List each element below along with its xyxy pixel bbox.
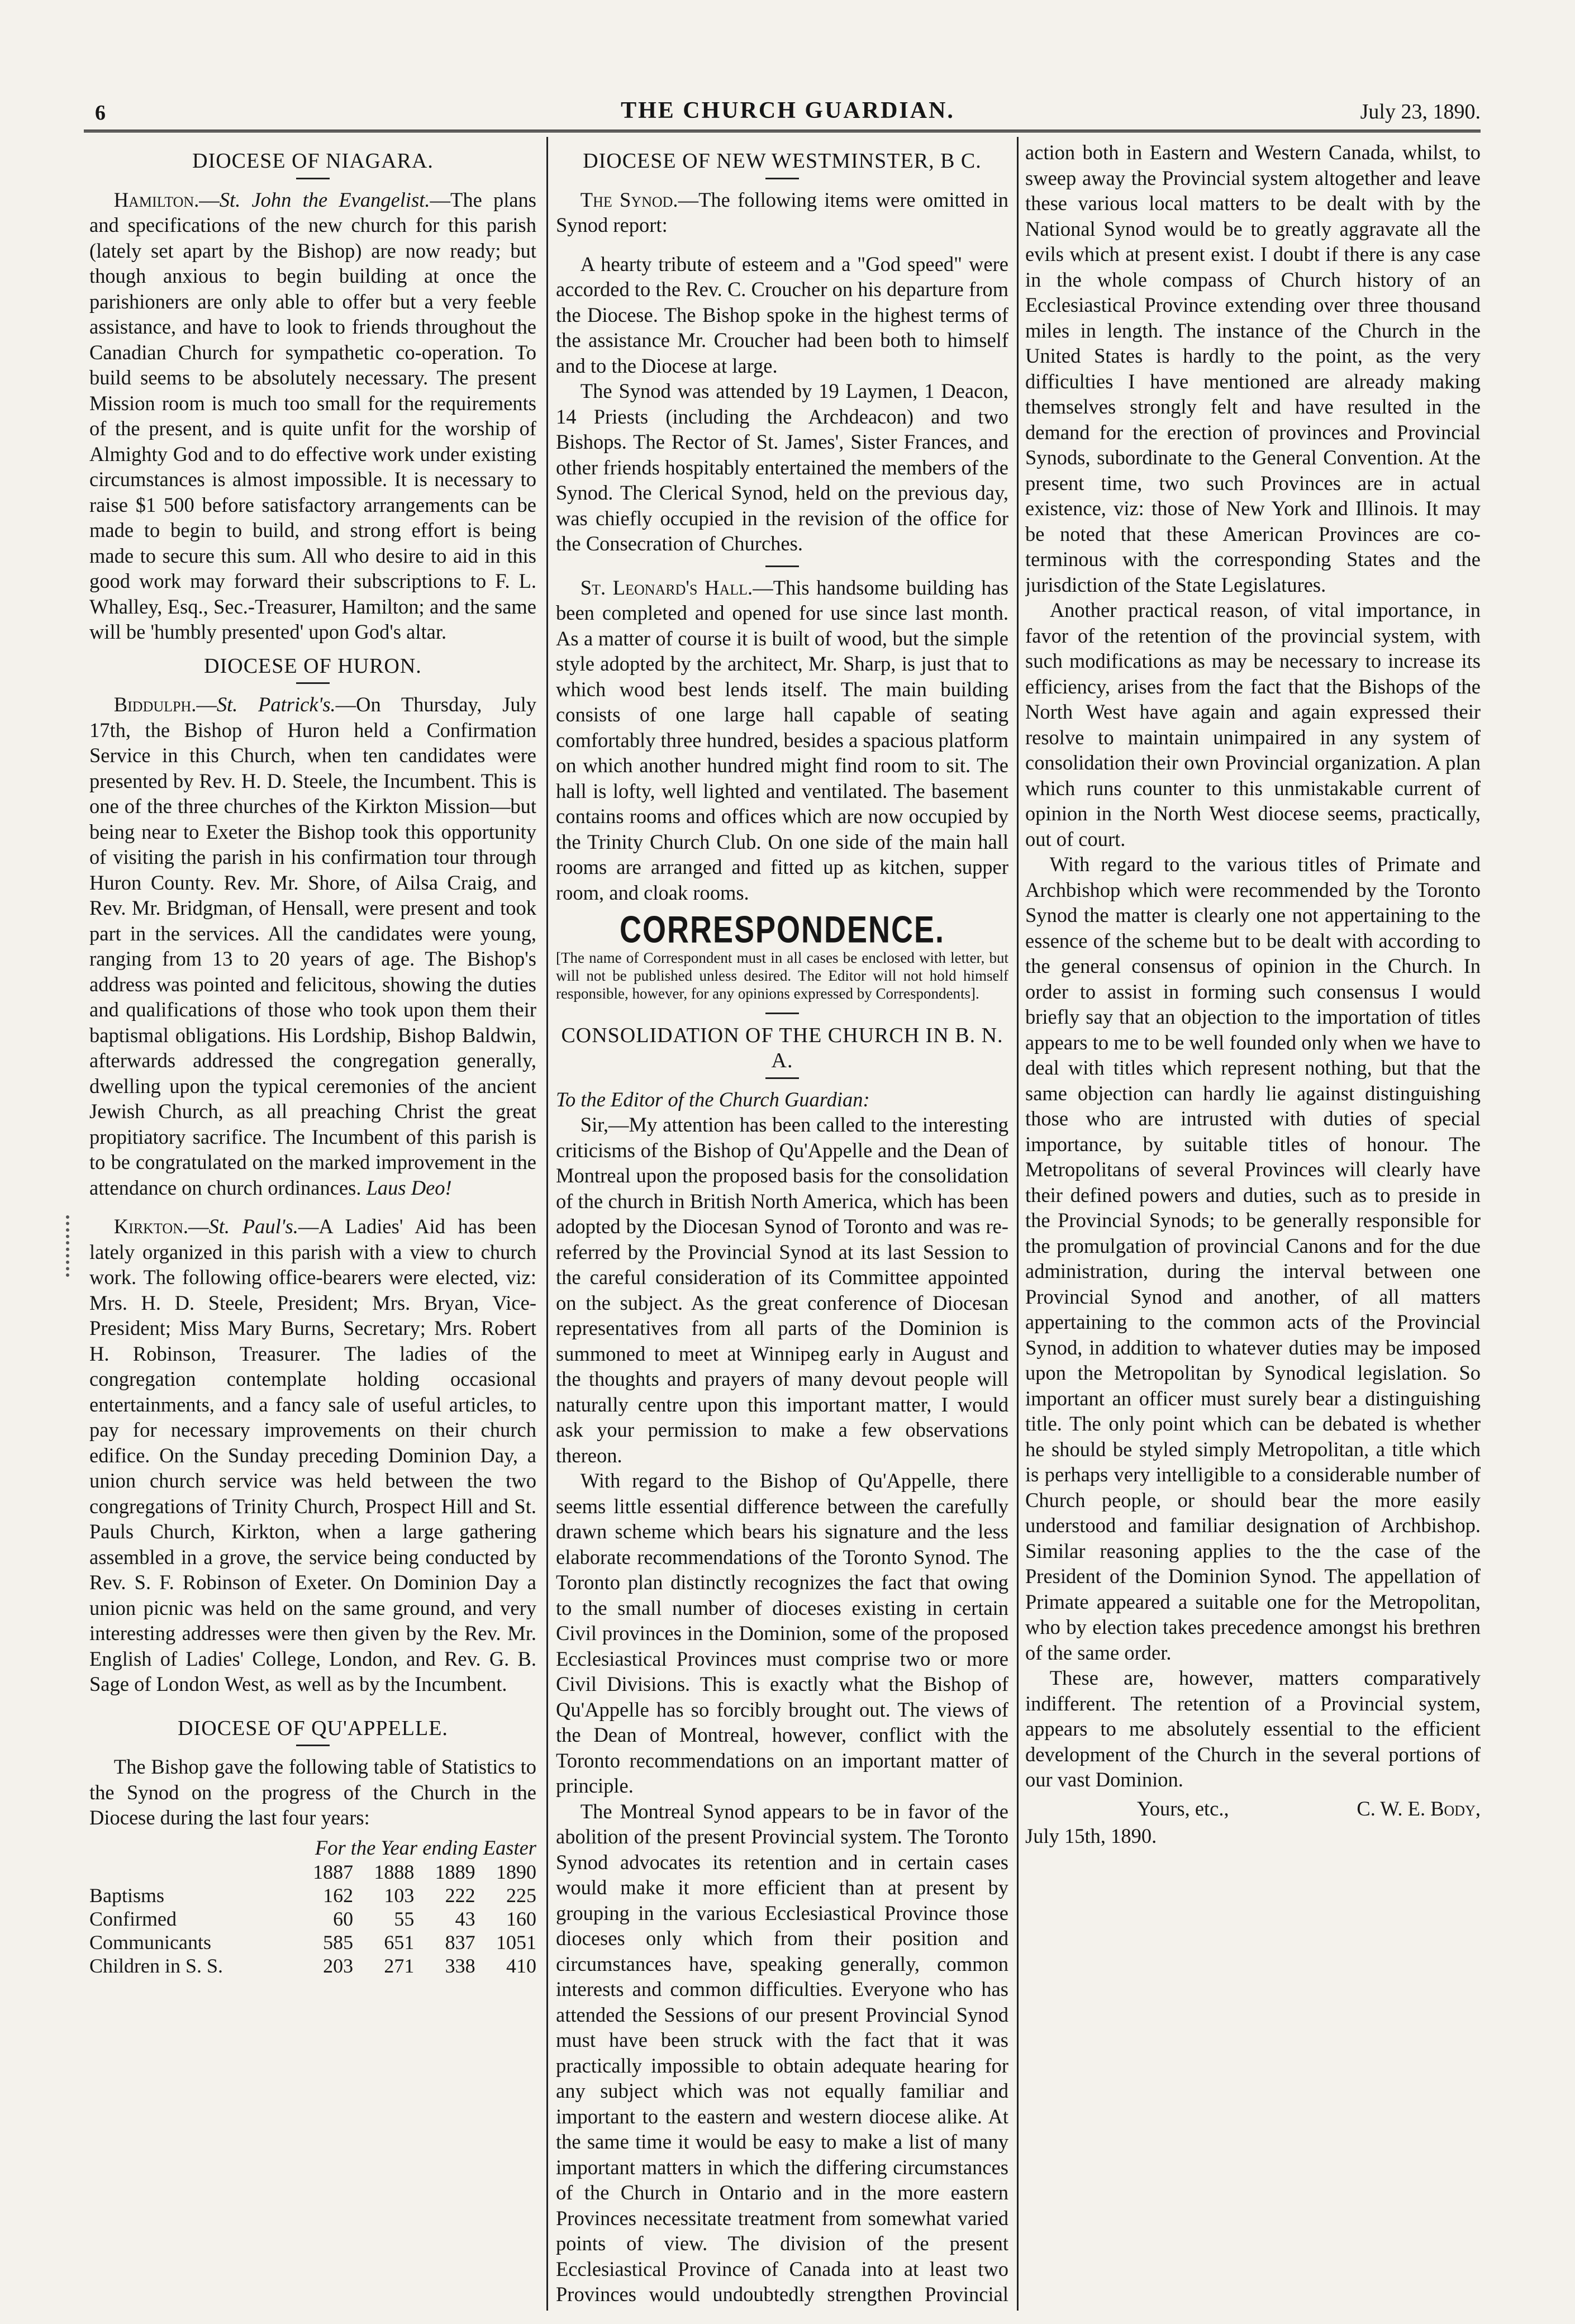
header-rule: [84, 130, 1481, 132]
dateline-place: Kirkton.: [113, 1215, 189, 1238]
dateline-place: Biddulph.: [113, 693, 197, 716]
table-cell: 837: [445, 1931, 475, 1954]
table-header-row: [89, 1860, 536, 1884]
letter-paragraph: Another practical reason, of vital importance, in favor of the retention of the provincial system, with such modifications as may be necessary to increase its efficiency, arises from the fact that the Bishops of the North West have again and again expressed their resolve to maintain unimpaired in any system of consolidation their own Provincial organization. A plan which runs counter to this unmistakable current of opinion in the North West diocese seems, practically, out of court.: [1025, 598, 1481, 850]
letter-salutation: [556, 1087, 1008, 1113]
letter-paragraph: With regard to the various titles of Primate and Archbishop which were recommended by the Toronto Synod the matter is clearly one not appertaining to the essence of the scheme but to be dealt with according to the general consensus of opinion in the Church. In order to assist in forming such consensus I would briefly say that an objection to the importation of titles appears to me to be well founded only when we have to deal with titles which represent nothing, but that the same objection can hardly lie against distinguishing those who are intrusted with duties of special importance, by suitable titles of honour. The Metropolitans of several Provinces will clearly have their defined powers and duties, such as to preside in the Provincial Synods; to be generally responsible for the promulgation of provincial Canons and for the due administration, during the interval between one Provincial Synod and another, of all matters appertaining to the common acts of the Provincial Synod, in addition to whatever duties may be imposed upon the Metropolitan by Synodical legislation. So important an officer must surely bear a distinguishing title. The only point which can be debated is whether he should be styled simply Metropolitan, a title which is perhaps very intelligible to a considerable number of Church people, or should bear the more easily understood and familiar designation of Archbishop. Similar reasoning applies to the the case of the President of the Dominion Synod. The appellation of Primate appeared a suitable one for the Metropolitan, who by election takes precedence amongst his brethren of the same order.: [1025, 853, 1481, 1664]
table-cell: 585: [323, 1931, 354, 1954]
section-heading-niagara: DIOCESE OF NIAGARA.: [192, 149, 434, 173]
article-paragraph: [556, 187, 1008, 238]
letter-title: CONSOLIDATION OF THE CHURCH IN B. N. A.: [561, 1023, 1003, 1072]
table-cell: 160: [506, 1908, 536, 1930]
letter-paragraph: These are, however, matters comparatively indifferent. The retention of a Provincial system, appears to me absolutely essential to the efficient development of the Church in the several portions of our vast Dominion.: [1025, 1666, 1481, 1791]
article-paragraph: A hearty tribute of esteem and a "God speed" were accorded to the Rev. C. Croucher on his departure from the Diocese. The Bishop spoke in the highest terms of the assistance Mr. Croucher had been both to himself and to the Diocese at large.: [556, 252, 1008, 377]
year-header: 1889: [435, 1861, 475, 1883]
column-divider: [546, 137, 548, 2311]
dateline-place: Hamilton.: [113, 188, 199, 211]
row-label: Children in S. S.: [89, 1955, 223, 1977]
table-cell: 222: [445, 1884, 475, 1907]
article-paragraph: The Bishop gave the following table of Statistics to the Synod on the progress of the Church in the Diocese during the last four years:: [89, 1755, 536, 1829]
letter-paragraph: Sir,—My attention has been called to the interesting criticisms of the Bishop of Qu'Appelle and the Dean of Montreal upon the proposed basis for the consolidation of the church in British North America, which has been adopted by the Diocesan Synod of Toronto and was re-referred by the Provincial Synod at its last Session to the careful consideration of its Committee appointed on the subject. As the great conference of Diocesan representatives from all parts of the Dominion is summoned to meet at Winnipeg early in August and the thoughts and prayers of many devout people will naturally centre upon this important matter, I would ask your permission to make a few observations thereon.: [556, 1113, 1008, 1467]
separator: [296, 178, 330, 179]
section-heading-huron: DIOCESE OF HURON.: [204, 654, 422, 678]
table-cell: 203: [323, 1955, 354, 1977]
separator: [765, 565, 799, 567]
salutation-text: To the Editor of the Church Guardian:: [556, 1087, 870, 1111]
separator: [765, 1013, 799, 1014]
letter-date: July 15th, 1890.: [1025, 1824, 1157, 1847]
margin-mark: [66, 1215, 80, 1277]
dateline-parish: St. John the Evangelist.: [219, 188, 430, 211]
article-text: —The plans and specifications of the new church for this parish (lately set apart by the Bishop) are now ready; but though anxious to begin building at once the parishioners are only able to offer but a very feeble assistance, and have to look to friends throughout the Canadian Church for sympathetic co-operation. To build seems to be absolutely necessary. The present Mission room is much too small for the requirements of the present, and is quite unfit for the worship of Almighty God and to do effective work under existing circumstances is almost impossible. It is necessary to raise $1 500 before satisfactory arrangements can be made to begin to build, and strong effort is being made to secure this sum. All who desire to aid in this good work may forward their subscriptions to F. L. Whalley, Esq., Sec.-Treasurer, Hamilton; and the same will be 'humbly presented' upon God's altar.: [89, 188, 536, 643]
column-1: [89, 140, 536, 2308]
separator: [296, 682, 330, 684]
separator: [765, 1077, 799, 1079]
continued-letter: [1025, 140, 1481, 597]
year-header: 1887: [313, 1861, 354, 1883]
article-paragraph: The Synod was attended by 19 Laymen, 1 Deacon, 14 Priests (including the Archdeacon) and two Bishops. The Rector of St. James', Sister Frances, and other friends hospitably entertained the members of the Synod. The Clerical Synod, held on the previous day, was chiefly occupied in the revision of the office for the Consecration of Churches.: [556, 379, 1008, 555]
table-cell: 1051: [496, 1931, 536, 1954]
section-heading-westminster: DIOCESE OF NEW WESTMINSTER, B C.: [583, 149, 982, 173]
dateline-parish: St. Patrick's.: [216, 693, 336, 716]
table-cell: 60: [333, 1908, 354, 1930]
letter-paragraph-continued: action both in Eastern and Western Canada, whilst, to sweep away the Provincial system altogether and leave these various local matters to be dealt with by the National Synod would be to greatly aggravate all the evils which at present exist. I doubt if there is any case in the whole compass of Church history of an Ecclesiastical Province extending over three thousand miles in length. The instance of the Church in the United States is hardly to the point, as the very difficulties I have mentioned are already making themselves strongly felt and have resulted in the demand for the erection of provinces and Provincial Synods, subordinate to the General Convention. At the present time, two such Provinces are in actual existence, viz: those of New York and Illinois. It may be noted that these American Provinces are co-terminous with the corresponding States and the jurisdiction of the State Legislatures.: [1025, 141, 1481, 596]
year-header: 1890: [496, 1861, 536, 1883]
letter-paragraph: With regard to the Bishop of Qu'Appelle, there seems little essential difference between the carefully drawn scheme which bears his signature and the less elaborate recommendations of the Toronto Synod. The Toronto plan distinctly recognizes the fact that owing to the small number of dioceses existing in certain Civil provinces in the Dominion, some of the proposed Ecclesiastical Provinces must comprise two or more Civil Divisions. This is exactly what the Bishop of Qu'Appelle has so forcibly brought out. The views of the Dean of Montreal, however, conflict with the Toronto recommendations on an important matter of principle.: [556, 1469, 1008, 1797]
page-number: 6: [95, 101, 106, 125]
column-divider: [1017, 137, 1019, 2311]
table-cell: 651: [384, 1931, 415, 1954]
letter-signature: C. W. E. Body,: [1357, 1797, 1481, 1820]
article-paragraph: Kirkton.—St. Paul's.—A Ladies' Aid has been lately organized in this parish with a view to church work. The following office-bearers were elected, viz: Mrs. H. D. Steele, President; Mrs. Bryan, Vice-President; Miss Mary Burns, Secretary; Mrs. Robert H. Robinson, Treasurer. The ladies of the congregation contemplate holding occasional entertainments, and a fancy sale of useful articles, to pay for necessary improvements on their church edifice. On the Sunday preceding Dominion Day, a union church service was held between the two congregations of Trinity Church, Prospect Hill and St. Pauls Church, Kirkton, when a large gathering assembled in a grove, the service being conducted by Rev. S. F. Robinson of Exeter. On Dominion Day a union picnic was held on the same ground, and very interesting addresses were then given by the Rev. Mr. English of Ladies' College, London, and Rev. G. B. Sage of London West, as well as by the Incumbent.: [89, 1215, 536, 1695]
editor-note: [The name of Correspondent must in all cases be enclosed with letter, but will not be published unless desired. The Editor will not hold himself responsible, however, for any opinions expressed by Correspondents].: [556, 949, 1008, 1002]
row-label: Confirmed: [89, 1908, 177, 1930]
letter-closing: Yours, etc.,: [1137, 1797, 1229, 1820]
article-closing: Laus Deo!: [366, 1176, 452, 1199]
table-cell: 225: [506, 1884, 536, 1907]
table-cell: 103: [384, 1884, 415, 1907]
article-text: —On Thursday, July 17th, the Bishop of Huron held a Confirmation Service in this Church, when ten candidates were presented by Rev. H. D. Steele, the Incumbent. This is one of the three churches of the Kirkton Mission—but being near to Exeter the Bishop took this opportunity of visiting the parish in his confirmation tour through Huron County. Rev. Mr. Shore, of Ailsa Craig, and Rev. Mr. Bridgman, of Hensall, were present and took part in the services. All the candidates were young, ranging from 13 to 20 years of age. The Bishop's address was pointed and felicitous, showing the duties and qualifications of those who took upon them their baptismal obligations. His Lordship, Bishop Baldwin, afterwards addressed the congregation generally, dwelling upon the typical ceremonies of the ancient Jewish Church, as all preaching Christ the great propitiatory sacrifice. The Incumbent of this parish is to be congratulated on the marked improvement in the attendance on church ordinances.: [89, 693, 536, 1199]
row-label: Baptisms: [89, 1884, 165, 1907]
article-paragraph: Biddulph.—St. Patrick's.—On Thursday, July 17th, the Bishop of Huron held a Confirmation Service in this Church, when ten candidates were presented by Rev. H. D. Steele, the Incumbent. This is one of the three churches of the Kirkton Mission—but being near to Exeter the Bishop took this opportunity of visiting the parish in his confirmation tour through Huron County. Rev. Mr. Shore, of Ailsa Craig, and Rev. Mr. Bridgman, of Hensall, were present and took part in the services. All the candidates were young, ranging from 13 to 20 years of age. The Bishop's address was pointed and felicitous, showing the duties and qualifications of those who took upon them their baptismal obligations. His Lordship, Bishop Baldwin, afterwards addressed the congregation generally, dwelling upon the typical ceremonies of the ancient Jewish Church, as all preaching Christ the great propitiatory sacrifice. The Incumbent of this parish is to be congratulated on the marked improvement in the attendance on church ordinances. Laus Deo!: [89, 693, 536, 1199]
article-text: —This handsome building has been completed and opened for use since last month. As a matter of course it is built of wood, but the simple style adopted by the architect, Mr. Sharp, is just that to which wood best lends itself. The main building consists of one large hall capable of seating comfortably three hundred, besides a spacious platform on which another hundred might find room to sit. The hall is lofty, well lighted and ventilated. The basement contains rooms and offices which are now occupied by the Trinity Church Club. On one side of the main hall rooms are arranged and fitted up as kitchen, supper room, and cloak rooms.: [556, 576, 1008, 904]
separator: [296, 1745, 330, 1746]
issue-date: July 23, 1890.: [1360, 100, 1481, 123]
table-cell: 338: [445, 1955, 475, 1977]
dateline-parish: St. Paul's.: [208, 1215, 298, 1238]
table-row: [89, 1884, 536, 1907]
statistics-table: [89, 1860, 536, 1978]
year-header: 1888: [374, 1861, 415, 1883]
article-text: —The following items were omitted in Synod report:: [556, 188, 1008, 236]
correspondence-heading: CORRESPONDENCE.: [619, 909, 945, 951]
table-cell: 271: [384, 1955, 415, 1977]
article-text: —A Ladies' Aid has been lately organized in this parish with a view to church work. The following office-bearers were elected, viz: Mrs. H. D. Steele, President; Mrs. Bryan, Vice-President; Miss Mary Burns, Secretary; Mrs. Robert H. Robinson, Treasurer. The ladies of the congregation contemplate holding occasional entertainments, and a fancy sale of useful articles, to pay for necessary improvements on their church edifice. On the Sunday preceding Dominion Day, a union church service was held between the two congregations of Trinity Church, Prospect Hill and St. Pauls Church, Kirkton, when a large gathering assembled in a grove, the service being conducted by Rev. S. F. Robinson of Exeter. On Dominion Day a union picnic was held on the same ground, and very interesting addresses were then given by the Rev. Mr. English of Ladies' College, London, and Rev. G. B. Sage of London West, as well as by the Incumbent.: [89, 1215, 536, 1695]
table-cell: 410: [506, 1955, 536, 1977]
table-row: [89, 1931, 536, 1954]
publication-title: THE CHURCH GUARDIAN.: [621, 98, 955, 123]
dateline-place: St. Leonard's Hall.: [580, 576, 753, 599]
table-cell: 43: [455, 1908, 475, 1930]
table-row: [89, 1954, 536, 1978]
masthead: [95, 89, 1481, 134]
table-row: [89, 1907, 536, 1931]
letter-paragraph: The Montreal Synod appears to be in favor of the abolition of the present Provincial system. The Toronto Synod advocates its retention and in certain cases would make it more efficient than at present by grouping in the various Ecclesiastical Province those dioceses only which from their position and circumstances have, speaking generally, common interests and common difficulties. Everyone who has attended the Sessions of our present Provincial Synod must have been struck with the fact that it was practically impossible to obtain adequate hearing for any subject which was not equally familiar and important to the eastern and western diocese alike. At the same time it would be easy to make a list of many important matters in which the differing circumstances of the Church in Ontario and in the more eastern Provinces necessitate treatment from somewhat varied points of view. The division of the present Ecclesiastical Province of Canada into at least two Provinces would undoubtedly strengthen Provincial: [556, 1799, 1008, 2306]
table-caption: For the Year ending Easter: [315, 1836, 536, 1859]
row-label: Communicants: [89, 1931, 211, 1954]
dateline-place: The Synod.: [580, 188, 678, 211]
column-3: [1025, 140, 1481, 2308]
table-cell: 55: [394, 1908, 415, 1930]
article-paragraph: Hamilton.—St. John the Evangelist.—The plans and specifications of the new church for this parish (lately set apart by the Bishop) are now ready; but though anxious to begin building at once the parishioners are only able to offer but a very feeble assistance, and have to look to friends throughout the Canadian Church for sympathetic co-operation. To build seems to be absolutely necessary. The present Mission room is much too small for the requirements of the present, and is quite unfit for the worship of Almighty God and to do effective work under existing circumstances is almost impossible. It is necessary to raise $1 500 before satisfactory arrangements can be made to begin to build, and strong effort is being made to secure this sum. All who desire to aid in this good work may forward their subscriptions to F. L. Whalley, Esq., Sec.-Treasurer, Hamilton; and the same will be 'humbly presented' upon God's altar.: [89, 188, 536, 643]
signature-block: [1025, 1796, 1481, 1822]
separator: [765, 178, 799, 179]
section-heading-quappelle: DIOCESE OF QU'APPELLE.: [178, 1716, 448, 1740]
article-paragraph: [556, 575, 1008, 906]
column-2: [556, 140, 1008, 2308]
table-cell: 162: [323, 1884, 354, 1907]
